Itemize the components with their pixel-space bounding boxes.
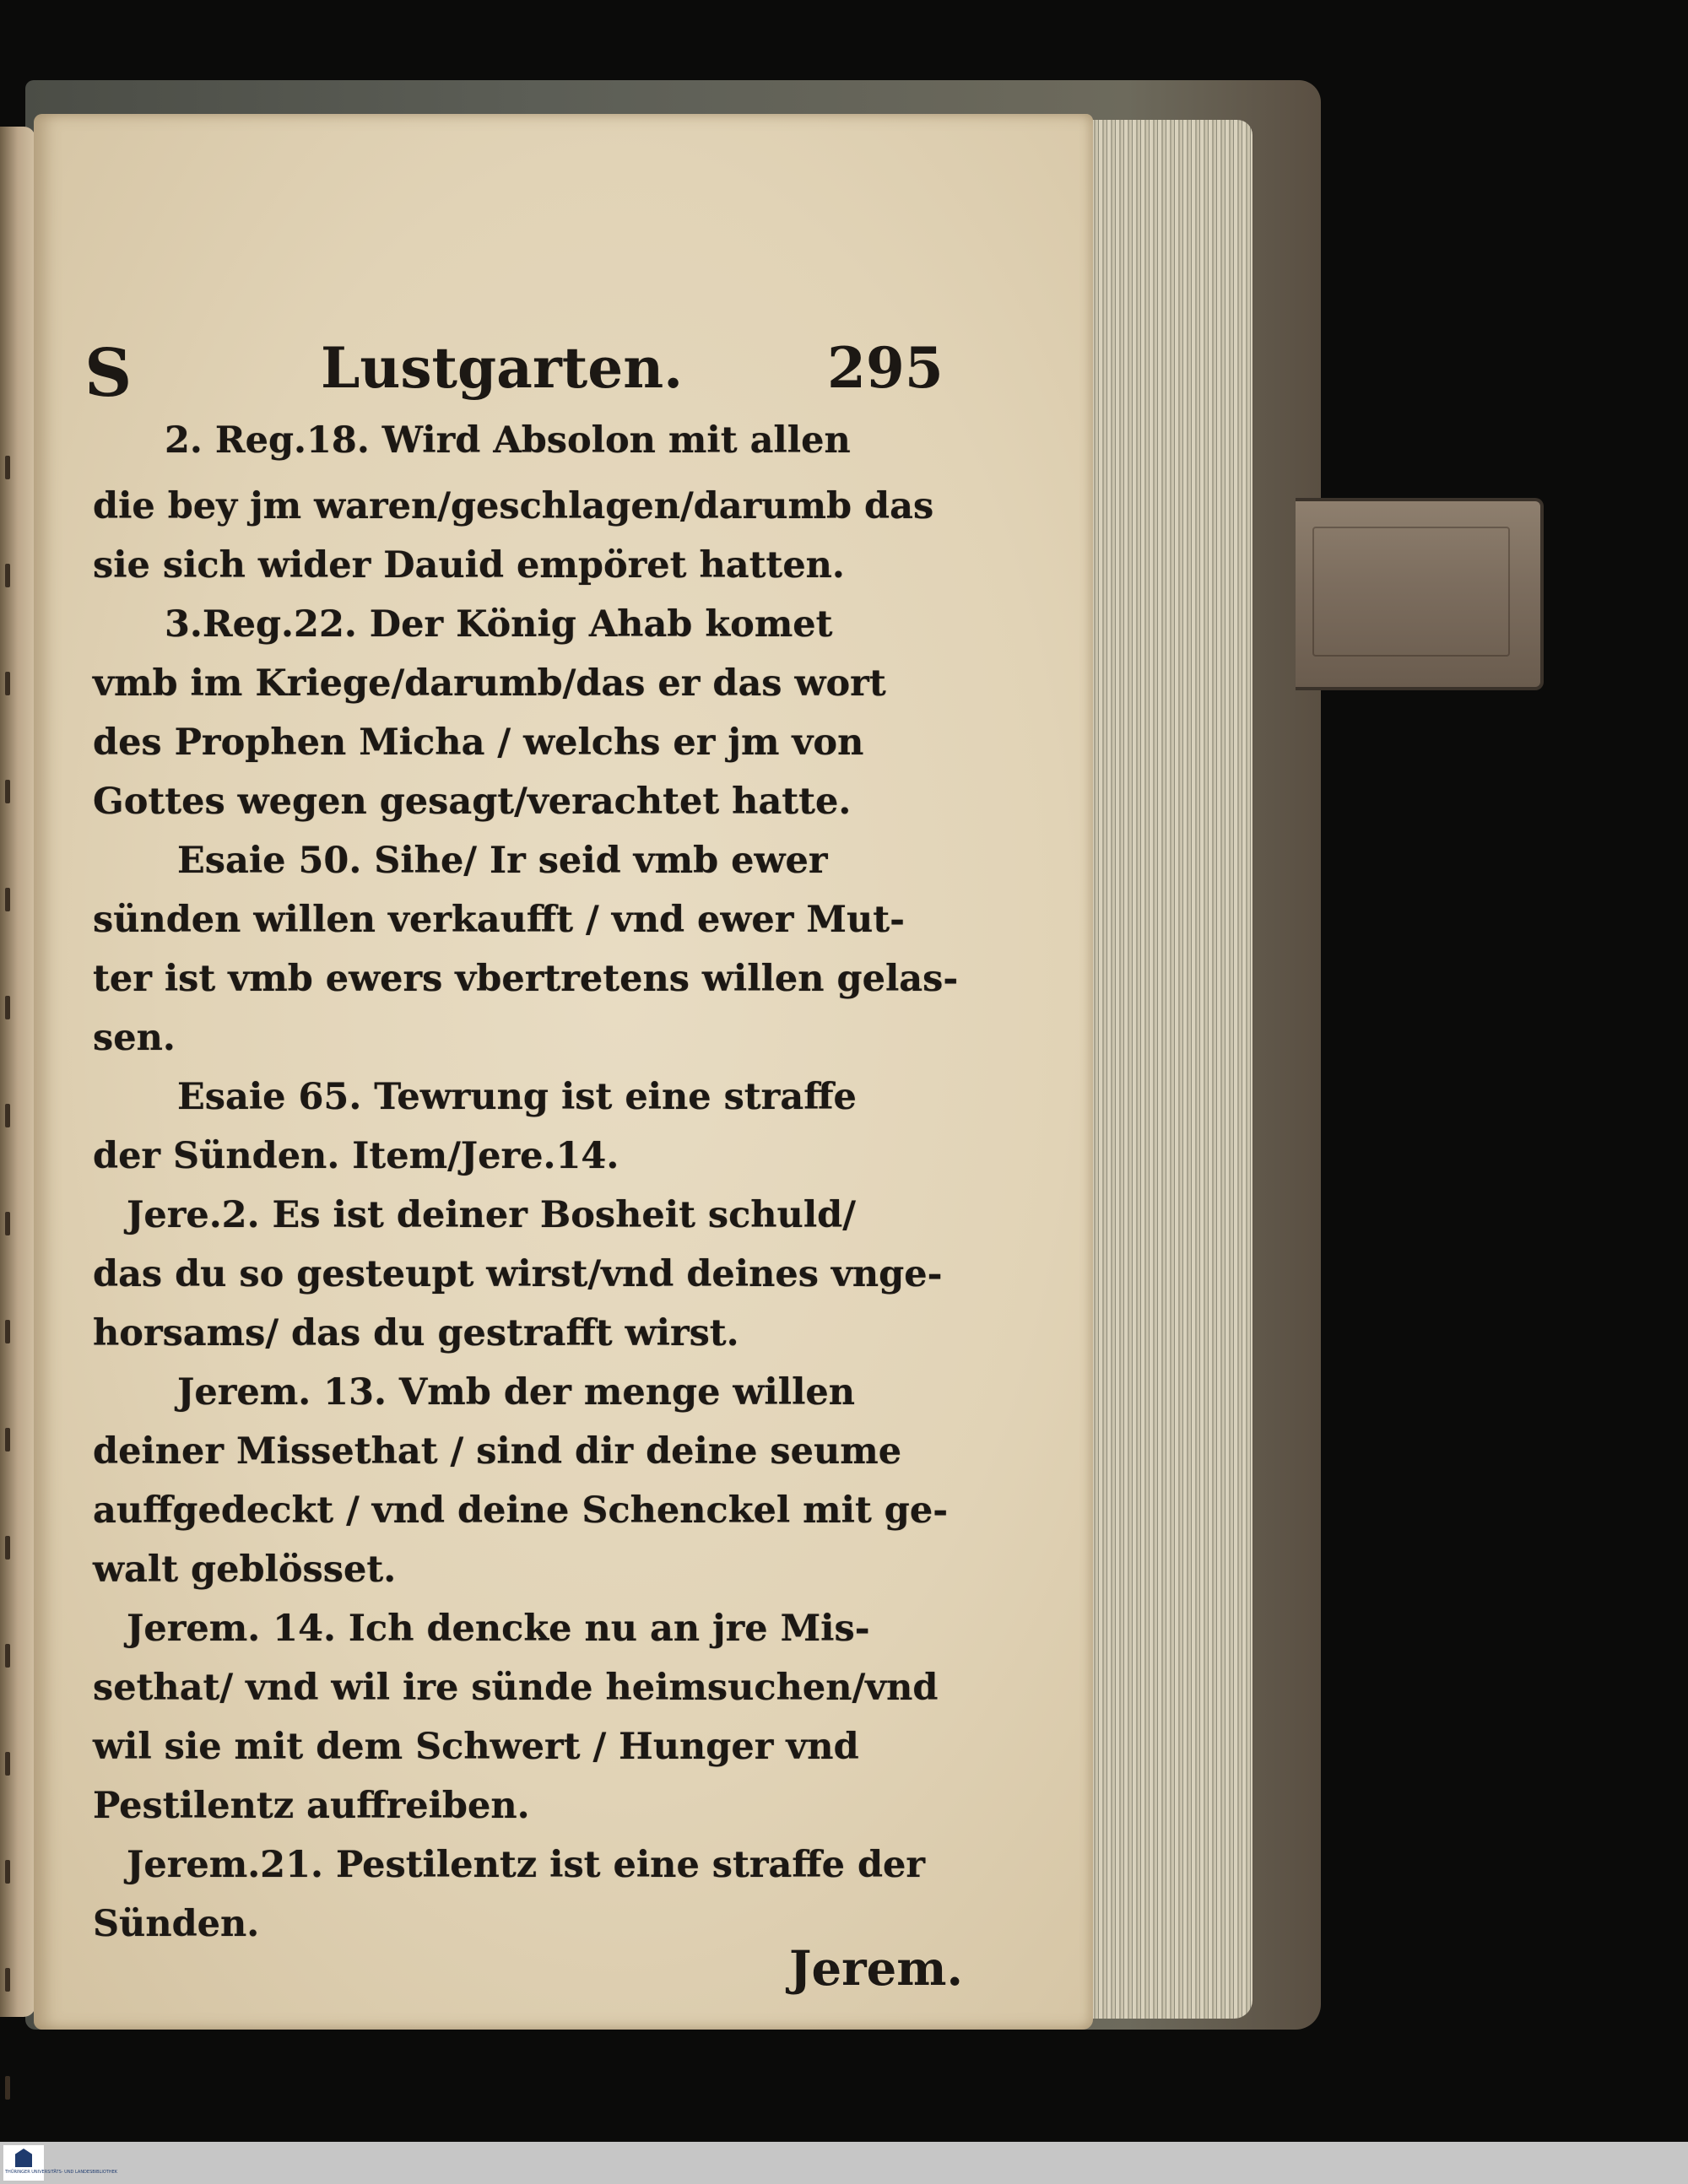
text-line: horsams/ das du gestrafft wirst. xyxy=(93,1312,739,1354)
clasp-plate xyxy=(1312,527,1510,657)
text-line: Jerem. 13. Vmb der menge willen xyxy=(177,1371,856,1414)
text-line: Esaie 65. Tewrung ist eine straffe xyxy=(177,1076,857,1118)
gathering-signature: S xyxy=(84,335,133,412)
page-number: 295 xyxy=(827,335,944,401)
running-title: Lustgarten. xyxy=(321,335,684,401)
text-line: 3.Reg.22. Der König Ahab komet xyxy=(165,603,833,646)
book-page xyxy=(34,114,1093,2030)
text-line: wil sie mit dem Schwert / Hunger vnd xyxy=(93,1726,859,1768)
library-logo-icon xyxy=(15,2149,32,2167)
text-line: ter ist vmb ewers vbertretens willen gelas- xyxy=(93,958,959,1000)
text-line: sünden willen verkaufft / vnd ewer Mut- xyxy=(93,899,905,941)
library-logo-text: THÜRINGER UNIVERSITÄTS- UND LANDESBIBLIOTHEK xyxy=(5,2170,118,2175)
text-line: die bey jm waren/geschlagen/darumb das xyxy=(93,485,934,527)
text-line: deiner Missethat / sind dir deine seume xyxy=(93,1430,902,1473)
text-line: Esaie 50. Sihe/ Ir seid vmb ewer xyxy=(177,840,828,882)
text-line: Jere.2. Es ist deiner Bosheit schuld/ xyxy=(127,1194,856,1236)
text-line: 2. Reg.18. Wird Absolon mit allen xyxy=(165,419,851,462)
text-line: sie sich wider Dauid empöret hatten. xyxy=(93,544,845,587)
text-line: Jerem. 14. Ich dencke nu an jre Mis- xyxy=(127,1608,870,1650)
text-line: Gottes wegen gesagt/verachtet hatte. xyxy=(93,781,852,823)
text-line: der Sünden. Item/Jere.14. xyxy=(93,1135,619,1177)
text-line: Jerem.21. Pestilentz ist eine straffe der xyxy=(127,1844,926,1886)
text-line: sen. xyxy=(93,1017,176,1059)
text-line: Pestilentz auffreiben. xyxy=(93,1785,530,1827)
viewer-footer-bar xyxy=(0,2142,1688,2184)
text-line: vmb im Kriege/darumb/das er das wort xyxy=(93,662,886,705)
page-edges xyxy=(1065,120,1252,2019)
text-line: auffgedeckt / vnd deine Schenckel mit ge- xyxy=(93,1489,949,1532)
left-page-edge xyxy=(0,127,35,2017)
text-line: das du so gesteupt wirst/vnd deines vnge- xyxy=(93,1253,943,1295)
book-clasp xyxy=(1296,498,1544,690)
left-page-bleed-marks xyxy=(0,456,15,2184)
text-line: walt geblösset. xyxy=(93,1549,397,1591)
text-line: sethat/ vnd wil ire sünde heimsuchen/vnd xyxy=(93,1667,939,1709)
text-line: des Prophen Micha / welchs er jm von xyxy=(93,722,864,764)
text-line: Sünden. xyxy=(93,1903,260,1945)
catchword: Jerem. xyxy=(789,1941,964,1997)
library-logo[interactable] xyxy=(3,2145,118,2181)
